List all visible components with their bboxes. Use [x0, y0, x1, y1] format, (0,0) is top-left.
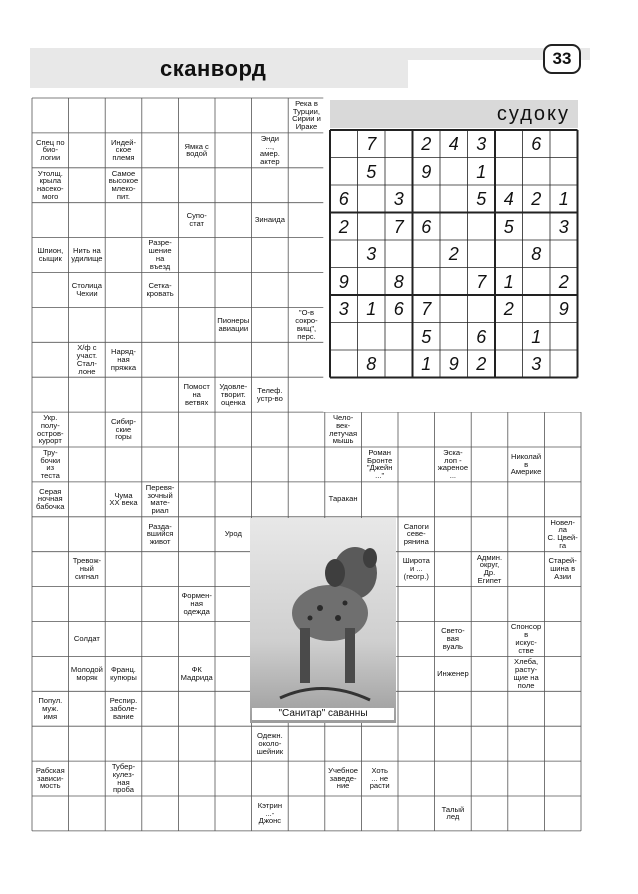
sudoku-digit: 9 [338, 271, 349, 292]
sudoku-digit: 7 [476, 271, 487, 292]
clue-cell: Энди ..., амер. актер [259, 133, 280, 167]
sudoku-digit: 5 [503, 216, 514, 237]
clue-cell: Молодой моряк [70, 665, 103, 682]
clue-cell: Франц. купюры [110, 665, 137, 682]
clue-cell: Хоть ... не расти [369, 765, 390, 791]
sudoku-digit: 3 [366, 244, 377, 264]
clue-cell: Спец по био- логии [35, 137, 65, 163]
clue-cell: Укр. полу- остров- курорт [37, 413, 64, 446]
page-number: 33 [543, 44, 581, 74]
sudoku-digit: 6 [531, 134, 542, 154]
clue-cell: Пионеры авиации [217, 316, 250, 333]
sudoku-digit: 5 [366, 161, 377, 182]
clue-cell: Респир. заболе- вание [109, 696, 138, 721]
clue-cell: Учебное заведе- ние [328, 765, 359, 791]
sudoku-digit: 2 [476, 354, 487, 374]
clue-cell: Старей- шина в Азии [548, 556, 577, 582]
sudoku-digit: 7 [393, 216, 404, 237]
sudoku-digit: 4 [503, 189, 514, 209]
clue-cell: Таракан [328, 494, 358, 504]
sudoku-digit: 9 [448, 354, 459, 374]
clue-cell: Телеф. устр-во [256, 385, 283, 403]
clue-cell: Река в Турции, Сирии и Ираке [292, 99, 321, 132]
sudoku-digit: 5 [421, 326, 432, 347]
sudoku-digit: 1 [558, 189, 569, 209]
sudoku-digit: 9 [421, 161, 432, 182]
clue-cell: Зинаида [254, 215, 285, 225]
sudoku-digit: 7 [366, 134, 377, 154]
clue-cell: Солдат [73, 634, 100, 644]
clue-cell: Попул. муж. имя [38, 696, 63, 721]
clue-cell: Урод [224, 529, 242, 539]
clue-cell: Разре- шение на въезд [148, 238, 172, 271]
clue-cell: Ямка с водой [184, 141, 209, 159]
clue-cell: Разда- вшийся живот [146, 521, 174, 547]
sudoku-digit: 6 [476, 326, 487, 347]
clue-cell: Удовле- творит. оценка [219, 381, 248, 407]
clue-cell: Наряд- ная пряжка [110, 347, 137, 372]
clue-cell: Инженер [437, 668, 469, 678]
sudoku-digit: 6 [421, 216, 432, 237]
sudoku-title: судоку [330, 100, 578, 128]
clue-cell: Одежн. около- шейник [256, 730, 284, 756]
sudoku-digit: 8 [531, 244, 542, 264]
clue-cell: Свето- вая вуаль [441, 626, 465, 651]
clue-cell: Помост на ветвях [183, 381, 210, 407]
clue-cell: Сибир- ские горы [110, 416, 137, 442]
clue-cell: Шпион, сыщик [37, 246, 64, 264]
page-title: сканворд [160, 56, 267, 81]
clue-cell: Хлеба, расту- щие на поле [513, 657, 539, 690]
sudoku-digit: 1 [503, 271, 514, 292]
clue-cell: Талый лед [441, 804, 465, 822]
sudoku-digit: 1 [531, 326, 542, 347]
sudoku-digit: 9 [558, 299, 569, 319]
clue-cell: ФК Мадрида [180, 665, 213, 682]
clue-cell: Супо- стат [186, 211, 207, 229]
photo-caption: "Санитар" саванны [252, 708, 394, 720]
clue-cell: Самое высокое млеко- пит. [108, 168, 139, 202]
sudoku-digit: 8 [366, 354, 377, 374]
clue-cell: Сетка- кровать [146, 281, 174, 298]
sudoku-digit: 2 [421, 134, 432, 154]
clue-cell: Чело- век- летучая мышь [329, 413, 358, 446]
clue-cell: Роман Бронте "Джейн ..." [366, 448, 393, 481]
sudoku-digit: 4 [448, 134, 459, 154]
clue-cell: Новел- ла С. Цвей- га [547, 517, 578, 551]
sudoku-digit: 1 [476, 161, 487, 182]
clue-cell: Рабская зависи- мость [35, 765, 65, 791]
clue-cell: Нить на удилище [71, 246, 103, 264]
clue-cell: Серая ночная бабочка [36, 486, 65, 512]
hyena-illustration [250, 518, 396, 723]
clue-cell: Сапоги севе- рянина [403, 521, 429, 547]
sudoku-digit: 3 [393, 189, 404, 209]
sudoku-digit: 7 [421, 299, 432, 319]
clue-cell: Спонсор в искус- стве [510, 622, 542, 655]
clue-cell: Тревож- ный сигнал [72, 556, 102, 582]
clue-cell: Николай в Америке [510, 451, 542, 477]
clue-cell: Х/ф с участ. Стал- лоне [76, 343, 98, 376]
clue-cell: Эска- лоп - жареное ... [437, 448, 469, 481]
sudoku-digit: 5 [476, 189, 487, 209]
clue-cell: Формен- ная одежда [181, 591, 212, 616]
sudoku-digit: 8 [393, 271, 404, 292]
clue-cell: Индей- ское племя [110, 137, 137, 163]
clue-cell: Чума XX века [109, 490, 138, 508]
clue-cell: Утолщ. крыла насеко- мого [36, 168, 64, 202]
clue-cell: Тубер- кулез- ная проба [111, 762, 136, 795]
sudoku-digit: 2 [531, 189, 542, 209]
sudoku-digit: 1 [366, 299, 377, 319]
sudoku-digit: 3 [558, 216, 569, 237]
clue-cell: "О-в сокро- вищ", перс. [295, 308, 318, 341]
hyena-photo [250, 518, 396, 723]
clue-cell: Перевя- зочный мате- риал [145, 482, 175, 516]
sudoku-digit: 6 [338, 189, 349, 209]
sudoku-digit: 2 [448, 244, 459, 264]
sudoku-digit: 3 [531, 354, 542, 374]
sudoku-digit: 3 [476, 134, 487, 154]
clue-cell: Широта и ... (геогр.) [402, 556, 430, 582]
sudoku-digit: 1 [421, 354, 432, 374]
clue-cell: Тру- бочки из теста [40, 448, 61, 481]
clue-cell: Кэтрин ...- Джонс [257, 800, 283, 826]
sudoku-digit: 2 [338, 216, 349, 237]
sudoku-digit: 6 [393, 299, 404, 319]
clue-cell: Столица Чехии [71, 281, 102, 298]
sudoku-digit: 2 [503, 299, 514, 319]
clue-cell: Админ. округ, Др. Египет [476, 552, 503, 585]
sudoku-digit: 2 [558, 271, 569, 292]
sudoku-digit: 3 [338, 299, 349, 319]
